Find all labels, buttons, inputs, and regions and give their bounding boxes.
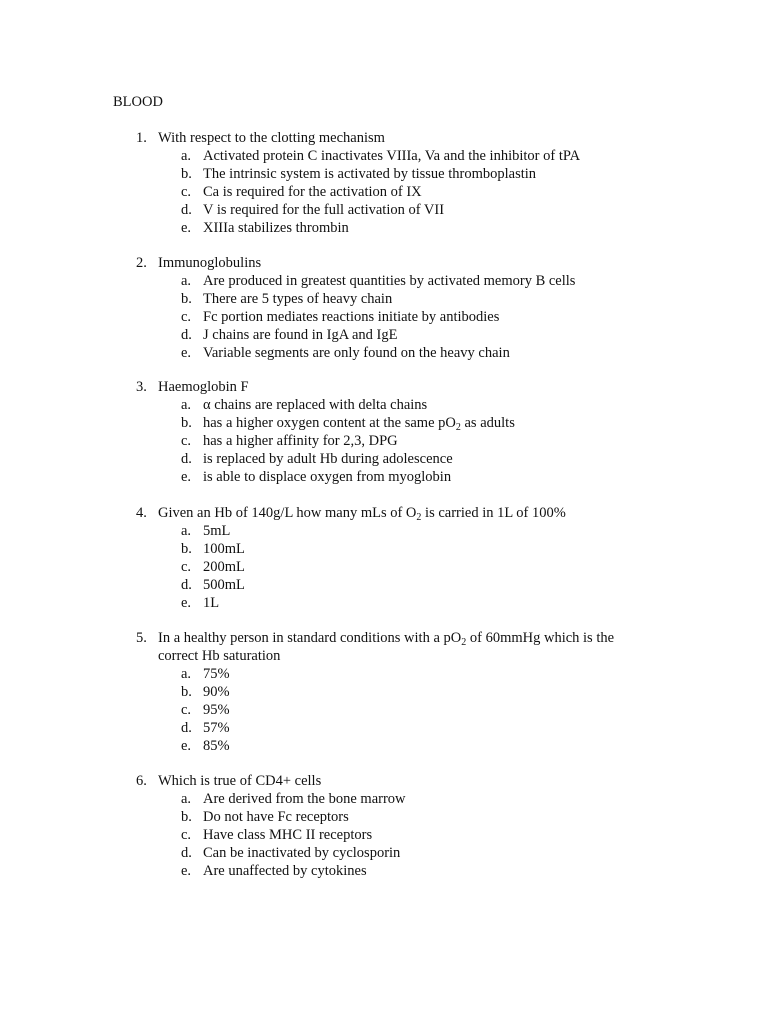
option-c	[136, 701, 656, 719]
question-text: Which is true of CD4+ cells	[158, 773, 322, 789]
option-text: V is required for the full activation of VII	[203, 202, 445, 218]
question-text: With respect to the clotting mechanism	[158, 130, 385, 146]
option-letter: b.	[181, 684, 192, 700]
option-text: 100mL	[203, 541, 245, 557]
question-2	[136, 254, 656, 362]
option-text: Are produced in greatest quantities by activated memory B cells	[203, 273, 576, 289]
question-stem	[136, 129, 656, 147]
option-text: has a higher affinity for 2,3, DPG	[203, 433, 398, 449]
question-stem	[136, 504, 656, 522]
question-text-start: In a healthy person in standard conditions with a pO	[158, 630, 462, 646]
option-list	[136, 665, 656, 755]
document-title: BLOOD	[113, 94, 163, 110]
option-text: 1L	[203, 595, 220, 611]
question-number: 2.	[136, 255, 147, 271]
option-text: There are 5 types of heavy chain	[203, 291, 393, 307]
option-letter: c.	[181, 559, 192, 575]
option-letter: a.	[181, 791, 192, 807]
question-stem	[136, 254, 656, 272]
option-text: 85%	[203, 738, 230, 754]
option-d	[136, 450, 656, 468]
option-d	[136, 719, 656, 737]
option-letter: d.	[181, 202, 192, 218]
option-text: Do not have Fc receptors	[203, 809, 349, 825]
question-6	[136, 772, 656, 880]
option-text: J chains are found in IgA and IgE	[203, 327, 398, 343]
option-d	[136, 326, 656, 344]
option-letter: d.	[181, 845, 192, 861]
option-a	[136, 665, 656, 683]
question-4	[136, 504, 656, 612]
option-letter: d.	[181, 327, 192, 343]
option-e	[136, 594, 656, 612]
subscript: 2	[461, 637, 467, 648]
option-b	[136, 165, 656, 183]
question-stem	[136, 629, 656, 665]
option-b	[136, 808, 656, 826]
option-text: Have class MHC II receptors	[203, 827, 373, 843]
question-1	[136, 129, 656, 237]
option-text: 500mL	[203, 577, 245, 593]
question-text-end: is carried in 1L of 100%	[421, 505, 566, 521]
option-a	[136, 147, 656, 165]
option-text: Can be inactivated by cyclosporin	[203, 845, 401, 861]
option-letter: b.	[181, 291, 192, 307]
option-list	[136, 790, 656, 880]
option-d	[136, 201, 656, 219]
option-list	[136, 272, 656, 362]
question-text-start: Given an Hb of 140g/L how many mLs of O	[158, 505, 417, 521]
option-list	[136, 396, 656, 486]
option-c	[136, 183, 656, 201]
question-text-end: of 60mmHg which is the correct Hb saturation	[158, 630, 615, 664]
option-list	[136, 522, 656, 612]
option-letter: c.	[181, 433, 192, 449]
option-text: 200mL	[203, 559, 245, 575]
option-letter: b.	[181, 166, 192, 182]
option-text: Activated protein C inactivates VIIIa, Va and the inhibitor of tPA	[203, 148, 581, 164]
option-e	[136, 737, 656, 755]
subscript: 2	[416, 512, 422, 523]
option-letter: a.	[181, 666, 192, 682]
option-text: 5mL	[203, 523, 231, 539]
option-text: Are derived from the bone marrow	[203, 791, 406, 807]
option-text: XIIIa stabilizes thrombin	[203, 220, 349, 236]
option-letter: a.	[181, 397, 192, 413]
option-e	[136, 862, 656, 880]
option-letter: b.	[181, 809, 192, 825]
option-b	[136, 290, 656, 308]
option-c	[136, 432, 656, 450]
option-e	[136, 219, 656, 237]
option-letter: e.	[181, 220, 192, 236]
option-letter: c.	[181, 309, 192, 325]
question-number: 1.	[136, 130, 147, 146]
option-letter: e.	[181, 863, 192, 879]
option-b	[136, 414, 656, 432]
option-b	[136, 683, 656, 701]
option-text: Ca is required for the activation of IX	[203, 184, 422, 200]
option-letter: b.	[181, 415, 192, 431]
option-a	[136, 272, 656, 290]
option-letter: b.	[181, 541, 192, 557]
question-number: 6.	[136, 773, 147, 789]
option-text: is able to displace oxygen from myoglobin	[203, 469, 452, 485]
option-letter: e.	[181, 469, 192, 485]
option-text-start: has a higher oxygen content at the same pO	[203, 415, 456, 431]
option-a	[136, 790, 656, 808]
option-e	[136, 344, 656, 362]
question-text: Haemoglobin F	[158, 379, 249, 395]
option-text: The intrinsic system is activated by tissue thromboplastin	[203, 166, 537, 182]
option-c	[136, 558, 656, 576]
option-c	[136, 308, 656, 326]
question-3	[136, 378, 656, 486]
option-text: is replaced by adult Hb during adolescence	[203, 451, 453, 467]
option-e	[136, 468, 656, 486]
option-text: 95%	[203, 702, 230, 718]
option-a	[136, 522, 656, 540]
option-text: 90%	[203, 684, 230, 700]
option-letter: c.	[181, 827, 192, 843]
subscript: 2	[455, 422, 461, 433]
option-c	[136, 826, 656, 844]
option-letter: a.	[181, 273, 192, 289]
option-letter: c.	[181, 702, 192, 718]
option-list	[136, 147, 656, 237]
option-letter: a.	[181, 148, 192, 164]
question-stem	[136, 378, 656, 396]
question-5	[136, 629, 656, 755]
option-text: 75%	[203, 666, 230, 682]
option-letter: e.	[181, 738, 192, 754]
option-text: Fc portion mediates reactions initiate by antibodies	[203, 309, 500, 325]
question-text: Immunoglobulins	[158, 255, 262, 271]
option-letter: a.	[181, 523, 192, 539]
option-letter: c.	[181, 184, 192, 200]
question-number: 5.	[136, 630, 147, 646]
option-d	[136, 844, 656, 862]
option-letter: d.	[181, 720, 192, 736]
option-d	[136, 576, 656, 594]
option-text: Are unaffected by cytokines	[203, 863, 367, 879]
option-letter: d.	[181, 577, 192, 593]
option-text: α chains are replaced with delta chains	[203, 397, 428, 413]
option-text-end: as adults	[460, 415, 515, 431]
question-stem	[136, 772, 656, 790]
option-b	[136, 540, 656, 558]
option-a	[136, 396, 656, 414]
option-letter: d.	[181, 451, 192, 467]
option-text: 57%	[203, 720, 230, 736]
option-text: Variable segments are only found on the heavy chain	[203, 345, 510, 361]
option-letter: e.	[181, 345, 192, 361]
question-number: 4.	[136, 505, 147, 521]
question-number: 3.	[136, 379, 147, 395]
option-letter: e.	[181, 595, 192, 611]
